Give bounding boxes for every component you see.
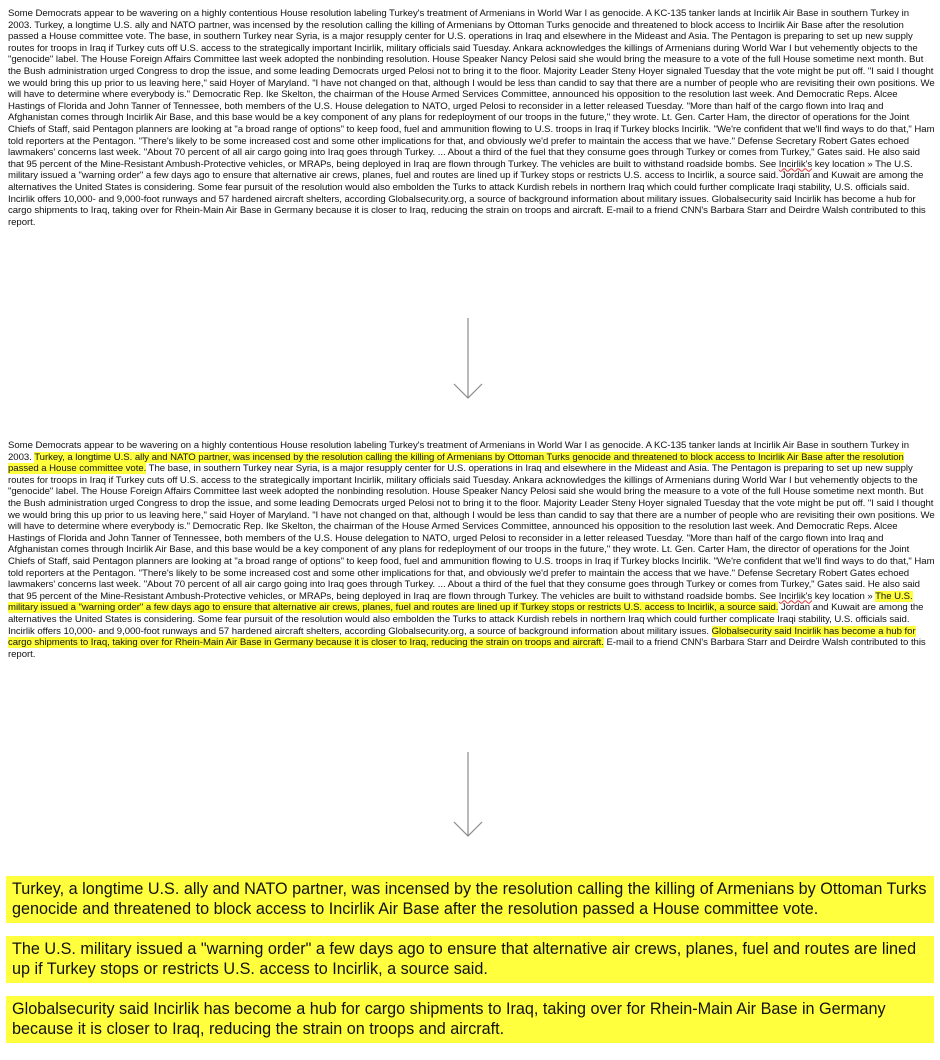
summary-sentence-3: Globalsecurity said Incirlik has become a hub for cargo shipments to Iraq, taking over for Rhein-Main Air Base in Germany because it is closer to Iraq, reducing the strain on troops and aircraft. (6, 996, 934, 1043)
summary-sentence-1: Turkey, a longtime U.S. ally and NATO partner, was incensed by the resolution calling the killing of Armenians by Ottoman Turks genocide and threatened to block access to Incirlik Air Base after the resolution passed a House committee vote. (6, 876, 934, 923)
article-text-before: Some Democrats appear to be wavering on a highly contentious House resolution labeling Turkey's treatment of Armenians in World War I as genocide. A KC-135 tanker lands at Incirlik Air Base in southern Turkey in 2003. (8, 8, 910, 31)
highlighted-sentence-1: Turkey, a longtime U.S. ally and NATO partner, was incensed by the resolution calling the killing of Armenians by Ottoman Turks genocide and threatened to block access to Incirlik Air Base after the resolution passed a House committee vote. (8, 451, 904, 475)
article-text-mid-1: The base, in southern Turkey near Syria, is a major resupply center for U.S. operations in Iraq and elsewhere in the Mideast and Asia. The Pentagon is preparing to set up new supply routes for troops in Iraq if Turkey cuts off U.S. access to the strategically important Incirlik, military officials said Tuesday. Ankara acknowledges the killings of Armenians during World War I but vehemently objects to the "genocide" label. The House Foreign Affairs Committee last week adopted the nonbinding resolution. House Speaker Nancy Pelosi said she would bring the measure to a vote of the full House sometime next month. But the Bush administration urged Congress to drop the issue, and some leading Democrats urged Pelosi not to bring it to the floor. Majority Leader Steny Hoyer signaled Tuesday that the vote might be put off. "I said I thought we would bring this up prior to us leaving here," said Hoyer of Maryland. "I have not changed on that, although I would be less than candid to say that there are a number of people who are revisiting their own positions. We will have to determine where everybody is." Democratic Rep. Ike Skelton, the chairman of the House Armed Services Committee, announced his opposition to the resolution last week. And Democratic Reps. Alcee Hastings of Florida and John Tanner of Tennessee, both members of the U.S. House delegation to NATO, urged Pelosi to reconsider in a letter released Tuesday. "More than half of the cargo flown into Iraq and Afghanistan comes through Incirlik Air Base, and this base would be a key component of any plans for redeployment of our troops in the future," they wrote. Lt. Gen. Carter Ham, the director of operations for the Joint Chiefs of Staff, said Pentagon planners are looking at "a broad range of options" to keep food, fuel and ammunition flowing to U.S. troops in Iraq if Turkey blocks Incirlik. "We're confident that we'll find ways to do that," Ham told reporters at the Pentagon. "There's likely to be some increased cost and some other implications for that, and obviously we'd prefer to maintain the access that we have." Defense Secretary Robert Gates echoed lawmakers' concerns last week. "About 70 percent of all air cargo going into Iraq goes through Turkey. ... About a third of the fuel that they consume goes through Turkey or comes from Turkey," Gates said. He also said that 95 percent of the Mine-Resistant Ambush-Protective vehicles, or MRAPs, being deployed in Iraq are flown through Turkey. The vehicles are built to withstand roadside bombs. See (8, 463, 935, 602)
highlighted-sentence-3: Globalsecurity said Incirlik has become a hub for cargo shipments to Iraq, taking over for Rhein-Main Air Base in Germany because it is closer to Iraq, reducing the strain on troops and aircraft. (8, 625, 916, 649)
highlighted-sentence-2: The U.S. military issued a "warning order" a few days ago to ensure that alternative air crews, planes, fuel and routes are lined up if Turkey stops or restricts U.S. access to Incirlik, a source said. (8, 590, 913, 614)
article-sentence-3: Globalsecurity said Incirlik has become a hub for cargo shipments to Iraq, taking over for Rhein-Main Air Base in Germany because it is closer to Iraq, reducing the strain on troops and aircraft. (8, 193, 916, 217)
down-arrow-icon (448, 752, 488, 838)
summary-sentence-2: The U.S. military issued a "warning order" a few days ago to ensure that alternative air crews, planes, fuel and routes are lined up if Turkey stops or restricts U.S. access to Incirlik, a source said. (6, 936, 934, 983)
highlighted-article (8, 440, 935, 660)
article-text-mid-2: key location » (812, 158, 876, 170)
article-text-mid-1: The base, in southern Turkey near Syria, is a major resupply center for U.S. operations in Iraq and elsewhere in the Mideast and Asia. The Pentagon is preparing to set up new supply routes for troops in Iraq if Turkey cuts off U.S. access to the strategically important Incirlik, military officials said Tuesday. Ankara acknowledges the killings of Armenians during World War I but vehemently objects to the "genocide" label. The House Foreign Affairs Committee last week adopted the nonbinding resolution. House Speaker Nancy Pelosi said she would bring the measure to a vote of the full House sometime next month. But the Bush administration urged Congress to drop the issue, and some leading Democrats urged Pelosi not to bring it to the floor. Majority Leader Steny Hoyer signaled Tuesday that the vote might be put off. "I said I thought we would bring this up prior to us leaving here," said Hoyer of Maryland. "I have not changed on that, although I would be less than candid to say that there are a number of people who are revisiting their own positions. We will have to determine where everybody is." Democratic Rep. Ike Skelton, the chairman of the House Armed Services Committee, announced his opposition to the resolution last week. And Democratic Reps. Alcee Hastings of Florida and John Tanner of Tennessee, both members of the U.S. House delegation to NATO, urged Pelosi to reconsider in a letter released Tuesday. "More than half of the cargo flown into Iraq and Afghanistan comes through Incirlik Air Base, and this base would be a key component of any plans for redeployment of our troops in the future," they wrote. Lt. Gen. Carter Ham, the director of operations for the Joint Chiefs of Staff, said Pentagon planners are looking at "a broad range of options" to keep food, fuel and ammunition flowing to U.S. troops in Iraq if Turkey blocks Incirlik. "We're confident that we'll find ways to do that," Ham told reporters at the Pentagon. "There's likely to be some increased cost and some other implications for that, and obviously we'd prefer to maintain the access that we have." Defense Secretary Robert Gates echoed lawmakers' concerns last week. "About 70 percent of all air cargo going into Iraq goes through Turkey. ... About a third of the fuel that they consume goes through Turkey or comes from Turkey," Gates said. He also said that 95 percent of the Mine-Resistant Ambush-Protective vehicles, or MRAPs, being deployed in Iraq are flown through Turkey. The vehicles are built to withstand roadside bombs. See (8, 31, 935, 170)
article-sentence-2: The U.S. military issued a "warning order" a few days ago to ensure that alternative air crews, planes, fuel and routes are lined up if Turkey stops or restricts U.S. access to Incirlik, a source said. (8, 158, 913, 182)
spellcheck-word: Incirlik's (778, 590, 813, 602)
article-text-mid-2: key location » (812, 590, 876, 602)
article-text-before: Some Democrats appear to be wavering on a highly contentious House resolution labeling Turkey's treatment of Armenians in World War I as genocide. A KC-135 tanker lands at Incirlik Air Base in southern Turkey in 2003. (8, 440, 910, 463)
article-text-after: E-mail to a friend CNN's Barbara Starr and Deirdre Walsh contributed to this report. (8, 205, 926, 228)
source-article (8, 8, 935, 228)
article-text-mid-3: Jordan and Kuwait are among the alternatives the United States is considering. Some fear pursuit of the resolution would also embolden the Turks to attack Kurdish rebels in northern Iraq which could further complicate Iraqi stability, U.S. officials said. Incirlik offers 10,000- and 9,000-foot runways and 57 hardened aircraft shelters, according Globalsecurity.org, a source of background information about military issues. (8, 170, 924, 205)
spellcheck-word: Incirlik's (778, 158, 813, 170)
article-text-after: E-mail to a friend CNN's Barbara Starr and Deirdre Walsh contributed to this report. (8, 637, 926, 660)
article-text-mid-3: Jordan and Kuwait are among the alternatives the United States is considering. Some fear pursuit of the resolution would also embolden the Turks to attack Kurdish rebels in northern Iraq which could further complicate Iraqi stability, U.S. officials said. Incirlik offers 10,000- and 9,000-foot runways and 57 hardened aircraft shelters, according Globalsecurity.org, a source of background information about military issues. (8, 602, 924, 637)
article-sentence-1: Turkey, a longtime U.S. ally and NATO partner, was incensed by the resolution calling the killing of Armenians by Ottoman Turks genocide and threatened to block access to Incirlik Air Base after the resolution passed a House committee vote. (8, 19, 904, 43)
down-arrow-icon (448, 318, 488, 400)
